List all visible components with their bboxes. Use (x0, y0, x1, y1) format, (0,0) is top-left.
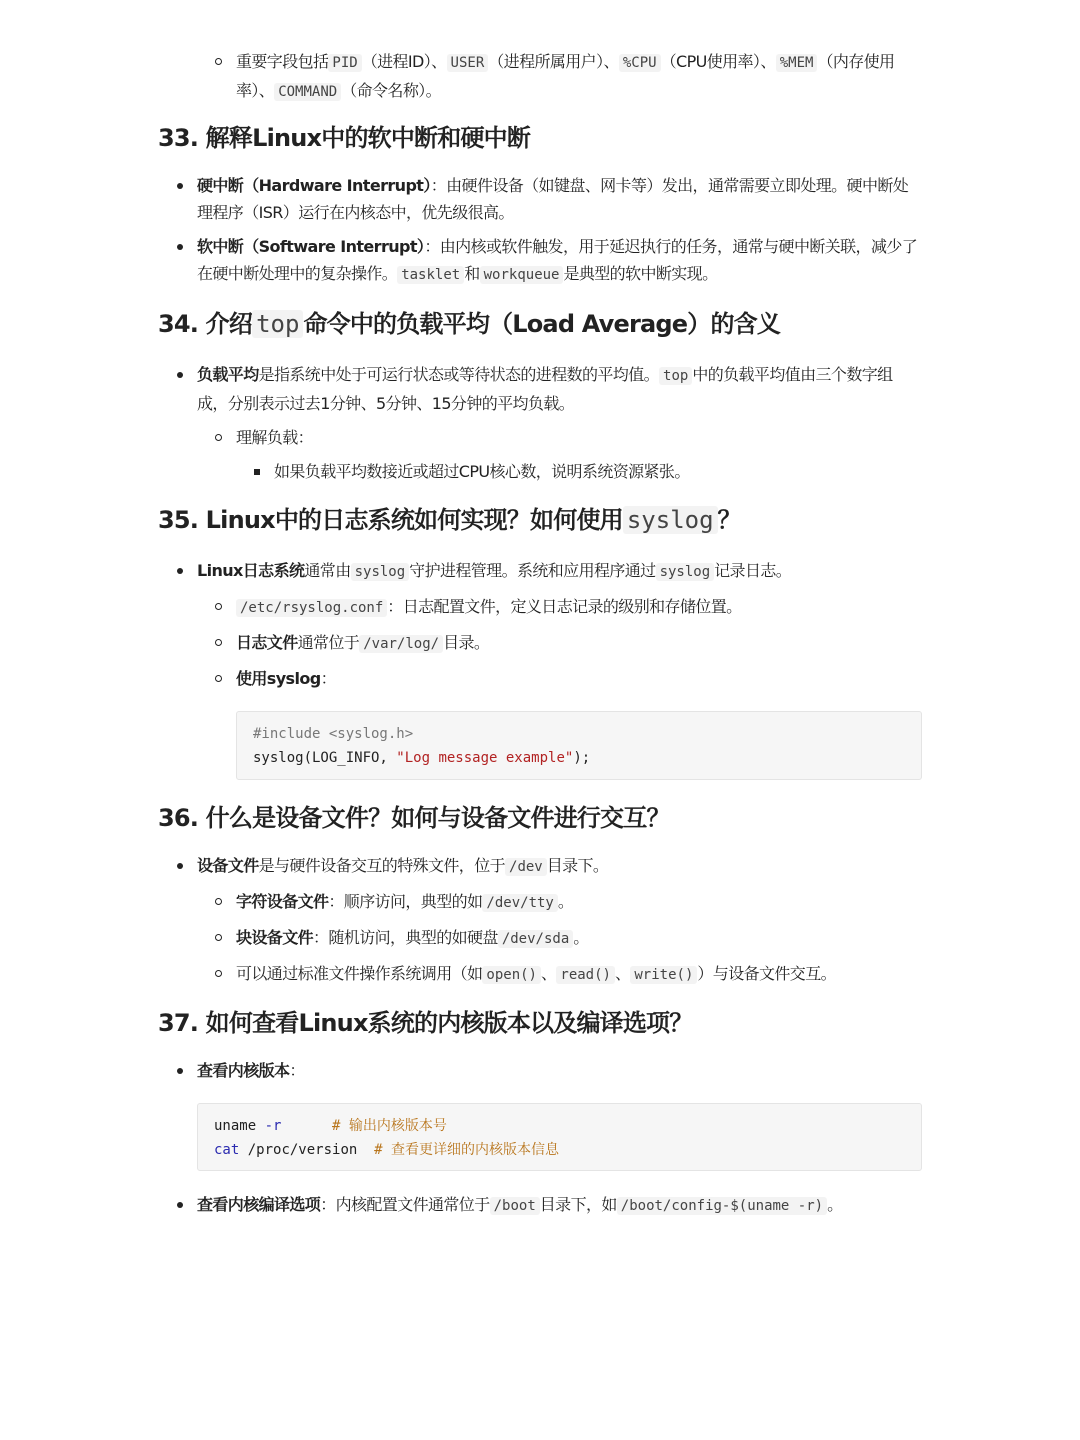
text-run: 目录下，如 (539, 1195, 617, 1214)
inline-code: /dev/sda (498, 930, 573, 948)
text-run: ： (289, 1061, 305, 1080)
code-comment: # 输出内核版本号 (332, 1118, 447, 1134)
text-run: 通常由 (304, 561, 351, 580)
inline-code: syslog (623, 506, 718, 534)
heading-34 (158, 308, 780, 340)
inline-code: syslog (656, 563, 715, 581)
code-arg: /proc/version (239, 1142, 375, 1158)
text-run: 和 (464, 264, 480, 283)
inline-code: PID (328, 54, 361, 72)
inline-code: top (659, 367, 692, 385)
list-item-log-files (236, 629, 926, 658)
bold-term: 软中断（Software Interrupt） (197, 237, 425, 256)
inline-code: syslog (351, 563, 410, 581)
text-run: ：顺序访问，典型的如 (328, 892, 483, 911)
text-run: （内存使用率）、 (236, 52, 895, 100)
list-item-software-interrupt (197, 233, 922, 289)
text-run: 守护进程管理。系统和应用程序通过 (409, 561, 656, 580)
text-run: 如果负载平均数接近或超过CPU核心数，说明系统资源紧张。 (274, 462, 690, 481)
code-cmd: cat (214, 1142, 240, 1158)
text-run: （命令名称）。 (341, 81, 442, 100)
code-flag: -r (264, 1118, 282, 1134)
inline-code: /boot/config-$(uname -r) (617, 1197, 827, 1215)
text-run: 命令中的负载平均（Load Average）的含义 (303, 310, 781, 338)
bold-term: 设备文件 (197, 856, 259, 875)
inline-code: open() (482, 966, 541, 984)
text-run: ）与设备文件交互。 (697, 964, 836, 983)
inline-code: /var/log/ (359, 635, 443, 653)
list-item-block-device (236, 924, 926, 953)
list-item-device-files (197, 852, 922, 881)
bold-term: 字符设备文件 (236, 892, 329, 911)
bold-term: 查看内核编译选项 (197, 1195, 321, 1214)
inline-code: /etc/rsyslog.conf (236, 599, 387, 617)
text-run: 、 (614, 964, 631, 983)
text-run: 可以通过标准文件操作系统调用（如 (236, 964, 483, 983)
inline-code: /dev (505, 858, 547, 876)
bold-term: 查看内核版本 (197, 1061, 290, 1080)
text-run: 是指系统中处于可运行状态或等待状态的进程数的平均值。 (258, 365, 660, 384)
text-run: 、 (540, 964, 557, 983)
text-run: 中的负载平均值由三个数字组成，分别表示过去1分钟、5分钟、15分钟的平均负载。 (197, 365, 893, 413)
list-item-hardware-interrupt (197, 172, 922, 226)
code-string: "Log message example" (396, 750, 574, 766)
bold-term: Linux日志系统 (197, 561, 305, 580)
inline-code: /boot (490, 1197, 540, 1215)
list-item-ps-fields (236, 48, 926, 106)
text-run: 。 (573, 928, 589, 947)
text-run: （CPU使用率）、 (660, 52, 776, 71)
code-cmd: uname (214, 1118, 265, 1134)
inline-code: read() (556, 966, 615, 984)
inline-code: %CPU (619, 54, 661, 72)
text-run: ：日志配置文件，定义日志记录的级别和存储位置。 (387, 597, 742, 616)
list-item-load-average (197, 361, 922, 417)
inline-code: write() (630, 966, 697, 984)
text-run: ：由硬件设备（如键盘、网卡等）发出，通常需要立即处理。硬中断处理程序（ISR）运行在内核态中，优先级很高。 (197, 176, 909, 222)
text-run: ： (320, 669, 337, 688)
list-item-syscalls (236, 960, 926, 989)
text-run: 36. 什么是设备文件？如何与设备文件进行交互？ (158, 804, 670, 832)
inline-code: tasklet (397, 266, 464, 284)
text-run: 33. 解释Linux中的软中断和硬中断 (158, 124, 531, 152)
list-item-understand-load (236, 424, 926, 451)
list-item-kernel-config (197, 1191, 922, 1220)
text-run: ：随机访问，典型的如硬盘 (313, 928, 498, 947)
list-item-char-device (236, 888, 926, 917)
text-run: 目录下。 (546, 856, 609, 875)
text-run: 记录日志。 (714, 561, 792, 580)
text-run: 通常位于 (297, 633, 360, 652)
heading-33 (158, 122, 530, 154)
inline-code: workqueue (480, 266, 564, 284)
list-item-use-syslog (236, 665, 926, 692)
inline-code: COMMAND (274, 83, 341, 101)
text-run: 34. 介绍 (158, 310, 253, 338)
list-item-rsyslog-conf (236, 593, 926, 622)
bold-term: 硬中断（Hardware Interrupt） (197, 176, 431, 195)
text-run: 目录。 (443, 633, 490, 652)
heading-35 (158, 504, 741, 536)
text-run: 37. 如何查看Linux系统的内核版本以及编译选项？ (158, 1009, 693, 1037)
text-run: ？ (717, 506, 741, 534)
list-item-kernel-version (197, 1057, 922, 1084)
text-run: （进程所属用户）、 (488, 52, 619, 71)
list-item-load-note (274, 458, 924, 485)
text-run: 35. Linux中的日志系统如何实现？如何使用 (158, 506, 623, 534)
text-run: 是典型的软中断实现。 (563, 264, 718, 283)
text-run: 重要字段包括 (236, 52, 329, 71)
bold-term: 使用syslog (236, 669, 321, 688)
list-item-syslog-intro (197, 557, 922, 586)
code-call-end: ); (573, 750, 591, 766)
code-block-uname (197, 1103, 922, 1171)
bold-term: 块设备文件 (236, 928, 314, 947)
text-run: 是与硬件设备交互的特殊文件，位于 (258, 856, 506, 875)
text-run: ：由内核或软件触发，用于延迟执行的任务，通常与硬中断关联，减少了在硬中断处理中的复杂操作。 (197, 237, 918, 283)
inline-code: /dev/tty (482, 894, 557, 912)
code-comment: # 查看更详细的内核版本信息 (374, 1142, 560, 1158)
code-call: syslog(LOG_INFO, (253, 750, 397, 766)
bold-term: 日志文件 (236, 633, 298, 652)
inline-code: top (252, 310, 303, 338)
text-run: 理解负载： (236, 428, 314, 447)
text-run: （进程ID）、 (361, 52, 447, 71)
inline-code: %MEM (776, 54, 818, 72)
heading-36 (158, 802, 670, 834)
text-run: 。 (557, 892, 574, 911)
inline-code: USER (447, 54, 489, 72)
text-run: ：内核配置文件通常位于 (320, 1195, 490, 1214)
code-block-syslog (236, 711, 922, 780)
text-run: 。 (827, 1195, 843, 1214)
heading-37 (158, 1007, 692, 1039)
bold-term: 负载平均 (197, 365, 259, 384)
code-include: #include <syslog.h> (253, 726, 414, 742)
